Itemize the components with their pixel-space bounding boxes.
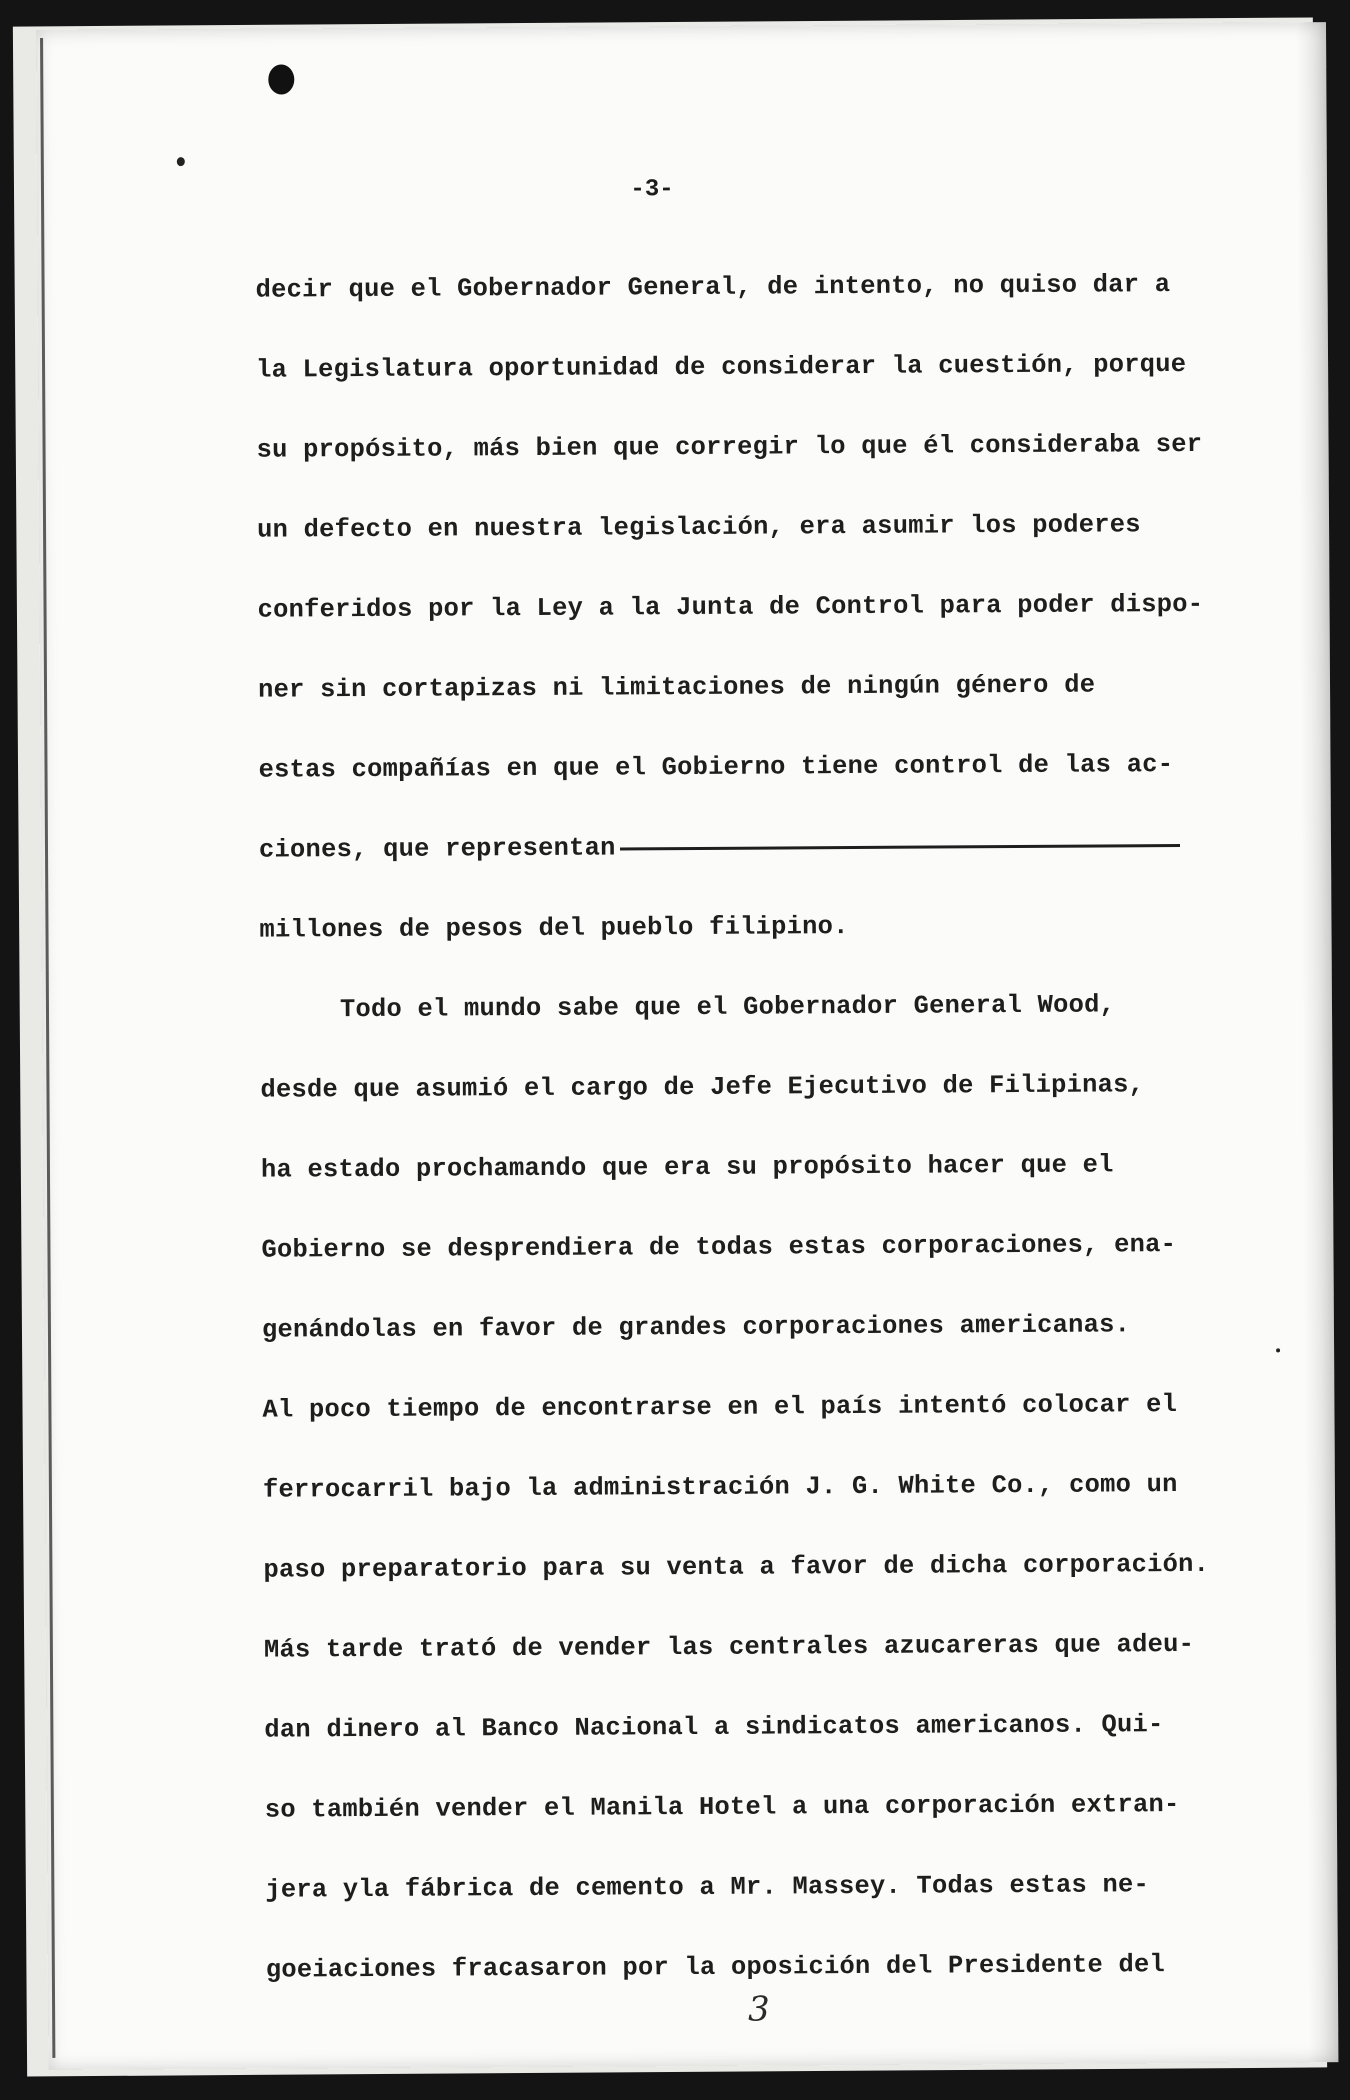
page-shadow — [1296, 22, 1338, 2062]
text-line: la Legislatura oportunidad de considerar la cuestión, porque — [255, 349, 1187, 385]
paragraph-first-line: Todo el mundo sabe que el Gobernador General Wood, — [339, 990, 1116, 1025]
text-line: un defecto en nuestra legislación, era asumir los poderes — [256, 510, 1141, 545]
text-line: so también vender el Manila Hotel a una corporación extran- — [264, 1790, 1180, 1825]
text-line: goeiaciones fracasaron por la oposición del Presidente del — [265, 1950, 1166, 1985]
text-line: Al poco tiempo de encontrarse en el país intentó colocar el — [262, 1390, 1178, 1425]
text-line-with-blank — [259, 829, 1219, 915]
text-segment: ciones, que representan — [258, 833, 616, 865]
text-line: paso preparatorio para su venta a favor de dicha corporación. — [263, 1549, 1210, 1585]
text-line: Más tarde trató de vender las centrales azucareras que adeu- — [263, 1629, 1195, 1665]
text-line: genándolas en favor de grandes corporaciones americanas. — [261, 1310, 1131, 1345]
text-line: decir que el Gobernador General, de intento, no quiso dar a — [255, 270, 1171, 305]
text-line: ha estado prochamando que era su propósito hacer que el — [260, 1150, 1114, 1185]
text-line: millones de pesos del pueblo filipino. — [259, 912, 849, 945]
handwritten-page-number: 3 — [747, 1989, 770, 2030]
document-page — [36, 22, 1338, 2070]
text-line: Gobierno se desprendiera de todas estas corporaciones, ena- — [261, 1230, 1177, 1265]
text-line: dan dinero al Banco Nacional a sindicatos americanos. Qui- — [264, 1710, 1164, 1745]
text-line: conferidos por la Ley a la Junta de Control para poder dispo- — [257, 589, 1204, 625]
text-line: desde que asumió el cargo de Jefe Ejecutivo de Filipinas, — [260, 1070, 1145, 1105]
text-line: jera yla fábrica de cemento a Mr. Massey. Todas estas ne- — [265, 1870, 1150, 1905]
page-header: -3- — [630, 176, 674, 204]
punch-hole — [268, 64, 294, 94]
document-body — [255, 269, 1226, 2035]
blank-underline — [620, 844, 1180, 850]
ink-speck — [1276, 1348, 1280, 1352]
text-line: ner sin cortapizas ni limitaciones de ningún género de — [257, 670, 1096, 705]
ink-speck — [177, 157, 185, 166]
text-line: estas compañías en que el Gobierno tiene control de las ac- — [258, 750, 1174, 785]
text-line: ferrocarril bajo la administración J. G. White Co., como un — [262, 1470, 1178, 1505]
text-line: su propósito, más bien que corregir lo que él consideraba ser — [256, 429, 1203, 465]
